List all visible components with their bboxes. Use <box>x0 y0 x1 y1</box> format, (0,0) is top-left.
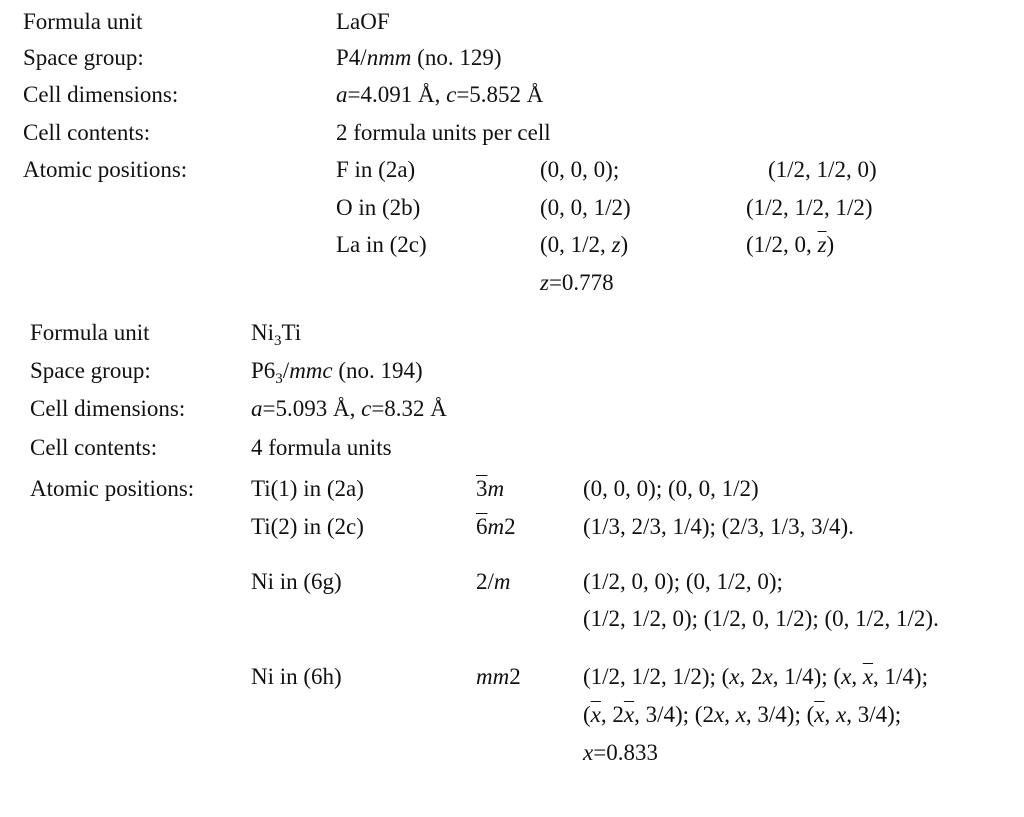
ni3ti-ni6g-positions-line1: (1/2, 0, 0); (0, 1/2, 0); <box>583 569 783 594</box>
laof-space-group-value: P4/nmm (no. 129) <box>336 45 502 70</box>
ni3ti-cell-dimensions-label: Cell dimensions: <box>30 396 186 421</box>
laof-f-pos2: (1/2, 1/2, 0) <box>768 157 877 182</box>
laof-cell-contents-label: Cell contents: <box>23 120 151 145</box>
ni3ti-ni6g-positions-line2: (1/2, 1/2, 0); (1/2, 0, 1/2); (0, 1/2, 1/2). <box>583 606 939 631</box>
laof-o-pos1: (0, 0, 1/2) <box>540 195 631 220</box>
ni3ti-ni6g-symmetry: 2/m <box>476 569 511 594</box>
laof-f-site: F in (2a) <box>336 157 416 182</box>
ni3ti-ti2-positions: (1/3, 2/3, 1/4); (2/3, 1/3, 3/4). <box>583 514 854 539</box>
laof-formula-value: LaOF <box>336 9 390 34</box>
ni3ti-atomic-positions-label: Atomic positions: <box>30 476 195 501</box>
ni3ti-cell-contents-label: Cell contents: <box>30 435 158 460</box>
laof-formula-label: Formula unit <box>23 9 143 34</box>
laof-cell-dimensions-label: Cell dimensions: <box>23 82 179 107</box>
ni3ti-ni6g-site: Ni in (6g) <box>251 569 342 594</box>
laof-o-pos2: (1/2, 1/2, 1/2) <box>746 195 873 220</box>
ni3ti-x-parameter: x=0.833 <box>583 740 658 765</box>
laof-space-group-label: Space group: <box>23 45 144 70</box>
ni3ti-ni6h-positions-line1: (1/2, 1/2, 1/2); (x, 2x, 1/4); (x, $\overline{x}$, 1/4); <box>583 664 928 689</box>
ni3ti-ti1-site: Ti(1) in (2a) <box>251 476 364 501</box>
laof-cell-dimensions-value: a=4.091 Å, c=5.852 Å <box>336 82 544 107</box>
ni3ti-ti1-positions: (0, 0, 0); (0, 0, 1/2) <box>583 476 759 501</box>
laof-o-site: O in (2b) <box>336 195 421 220</box>
ni3ti-formula-label: Formula unit <box>30 320 150 345</box>
ni3ti-ti1-symmetry: 3m <box>476 476 505 501</box>
ni3ti-ti2-symmetry: 6m2 <box>476 514 516 539</box>
ni3ti-ni6h-symmetry: mm2 <box>476 664 521 689</box>
laof-f-pos1: (0, 0, 0); <box>540 157 620 182</box>
laof-z-parameter: z=0.778 <box>540 270 614 295</box>
laof-la-pos1: (0, 1/2, z) <box>540 232 629 257</box>
laof-la-site: La in (2c) <box>336 232 427 257</box>
ni3ti-space-group-label: Space group: <box>30 358 151 383</box>
laof-atomic-positions-label: Atomic positions: <box>23 157 188 182</box>
ni3ti-ni6h-positions-line2: ($\overline{x}$, $2\overline{x}$, 3/4); (2x, x, 3/4); ($\overline{x}$, x, 3/4); <box>583 702 902 727</box>
ni3ti-cell-contents-value: 4 formula units <box>251 435 392 460</box>
laof-la-pos2: (1/2, 0, $\overline{z}$) <box>746 232 835 257</box>
ni3ti-formula-value: $Ni_3Ti$ <box>251 320 302 349</box>
ni3ti-ni6h-site: Ni in (6h) <box>251 664 342 689</box>
ni3ti-cell-dimensions-value: a=5.093 Å, c=8.32 Å <box>251 396 447 421</box>
ni3ti-ti2-site: Ti(2) in (2c) <box>251 514 364 539</box>
ni3ti-space-group-value: $P6_3$/mmc (no. 194) <box>251 358 423 387</box>
laof-cell-contents-value: 2 formula units per cell <box>336 120 551 145</box>
